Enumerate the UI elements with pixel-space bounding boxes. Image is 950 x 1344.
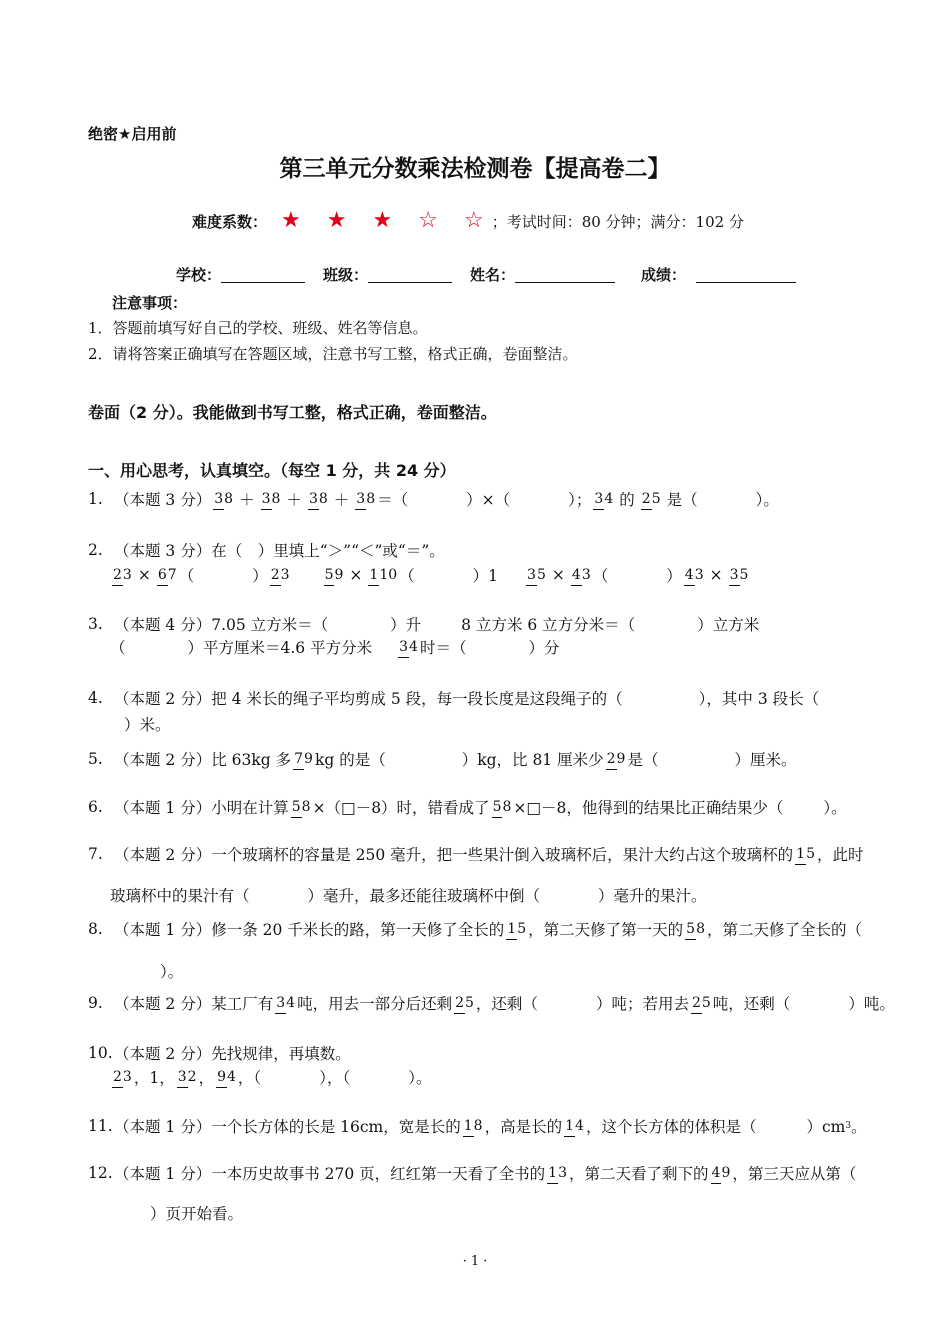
fraction: 38 [355,492,375,506]
question-10-sequence: 23 ，1， 32 ， 94 ，（ ），（ ）。 [113,1069,432,1087]
question-number: 6. [88,798,103,816]
question-number: 5. [88,750,103,768]
score-blank[interactable] [696,266,796,283]
question-11: 11. （本题 1 分）一个长方体的长是 16cm，宽是长的 18 ，高是长的 14 ，这个长方体的体积是（ ）cm 3 。 [88,1117,867,1136]
info-fields [176,264,796,285]
notice-title: 注意事项： [112,294,188,312]
notice-item: 2．请将答案正确填写在答题区域，注意书写工整，格式正确，卷面整洁。 [88,345,578,363]
question-number: 2. [88,541,103,559]
fraction: 34 [593,492,613,506]
question-12: 12. （本题 1 分）一本历史故事书 270 页，红红第一天看了全书的 13 ，第二天看了剩下的 49 ，第三天应从第（ [88,1164,857,1183]
question-2: 2. （本题 3 分）在（ ）里填上“＞”“＜”或“＝”。 [88,541,445,560]
question-6: 6. （本题 1 分）小明在计算 58 ×（□－8）时，错看成了 58 ×□－8，他得到的结果比正确结果少（ ）。 [88,798,847,817]
question-number: 1. [88,490,103,508]
school-blank[interactable] [221,266,305,283]
question-1: 1. （本题 3 分） 38 ＋ 38 ＋ 38 ＋ 38 ＝（ ）×（ ）； 34 的 25 是（ ）。 [88,490,779,509]
difficulty-row [192,210,744,232]
neatness-heading: 卷面（2 分）。我能做到书写工整，格式正确，卷面整洁。 [88,403,497,422]
star-empty-icon: ☆ [418,208,438,233]
notice-item: 1．答题前填写好自己的学校、班级、姓名等信息。 [88,319,428,337]
question-8-line2: ）。 [160,963,184,981]
question-10: 10. （本题 2 分）先找规律，再填数。 [88,1044,351,1063]
name-blank[interactable] [515,266,615,283]
question-12-line2: ）页开始看。 [150,1205,244,1223]
class-label: 班级： [323,266,369,284]
page-number: · 1 · [462,1254,488,1269]
question-9: 9. （本题 2 分）某工厂有 34 吨，用去一部分后还剩 25 ，还剩（ ）吨；若用去 25 吨，还剩（ ）吨。 [88,994,895,1013]
secret-label: 绝密★启用前 [88,125,177,143]
question-4: 4. （本题 2 分）把 4 米长的绳子平均剪成 5 段，每一段长度是这段绳子的（ ），其中 3 段长（ [88,689,820,708]
question-number: 12. [88,1164,113,1182]
question-5: 5. （本题 2 分）比 63kg 多 79 kg 的是（ ）kg，比 81 厘米少 29 是（ ）厘米。 [88,750,797,769]
star-filled-icon: ★ [281,208,301,233]
question-number: 4. [88,689,103,707]
question-2-items: 23 × 67 （ ） 23 59 × 110 （ ）1 35 × 43 （ ） 43 × 35 [113,566,749,585]
question-number: 10. [88,1044,113,1062]
star-empty-icon: ☆ [463,208,484,233]
class-blank[interactable] [368,266,452,283]
star-filled-icon: ★ [326,208,347,233]
question-7: 7. （本题 2 分）一个玻璃杯的容量是 250 毫升，把一些果汁倒入玻璃杯后，果汁大约占这个玻璃杯的 15 ，此时 [88,845,864,864]
fraction: 25 [641,492,661,506]
name-label: 姓名： [470,266,516,284]
page-title: 第三单元分数乘法检测卷【提高卷二】 [279,156,671,182]
question-number: 3. [88,615,103,633]
question-3: 3. （本题 4 分）7.05 立方米＝（ ）升 8 立方米 6 立方分米＝（ ）立方米 [88,615,760,634]
school-label: 学校： [176,266,222,284]
question-points: （本题 3 分） [114,491,212,509]
question-7-line2: 玻璃杯中的果汁有（ ）毫升，最多还能往玻璃杯中倒（ ）毫升的果汁。 [110,887,707,905]
question-number: 11. [88,1117,113,1135]
fraction: 38 [261,492,281,506]
question-number: 7. [88,845,103,863]
star-filled-icon: ★ [372,208,393,233]
exam-info: ；考试时间：80 分钟；满分：102 分 [491,212,744,231]
fraction: 38 [308,492,328,506]
question-number: 9. [88,994,103,1012]
question-8: 8. （本题 1 分）修一条 20 千米长的路，第一天修了全长的 15 ，第二天修了第一天的 58 ，第二天修了全长的（ [88,920,863,939]
part1-heading: 一、用心思考，认真填空。（每空 1 分，共 24 分） [88,461,456,480]
question-3-line2: （ ）平方厘米＝4.6 平方分米 34 时＝（ ）分 [110,639,560,657]
question-4-line2: ）米。 [124,716,171,734]
question-number: 8. [88,920,103,938]
difficulty-label: 难度系数： [192,212,268,231]
score-label: 成绩： [641,266,687,284]
fraction: 38 [213,492,233,506]
